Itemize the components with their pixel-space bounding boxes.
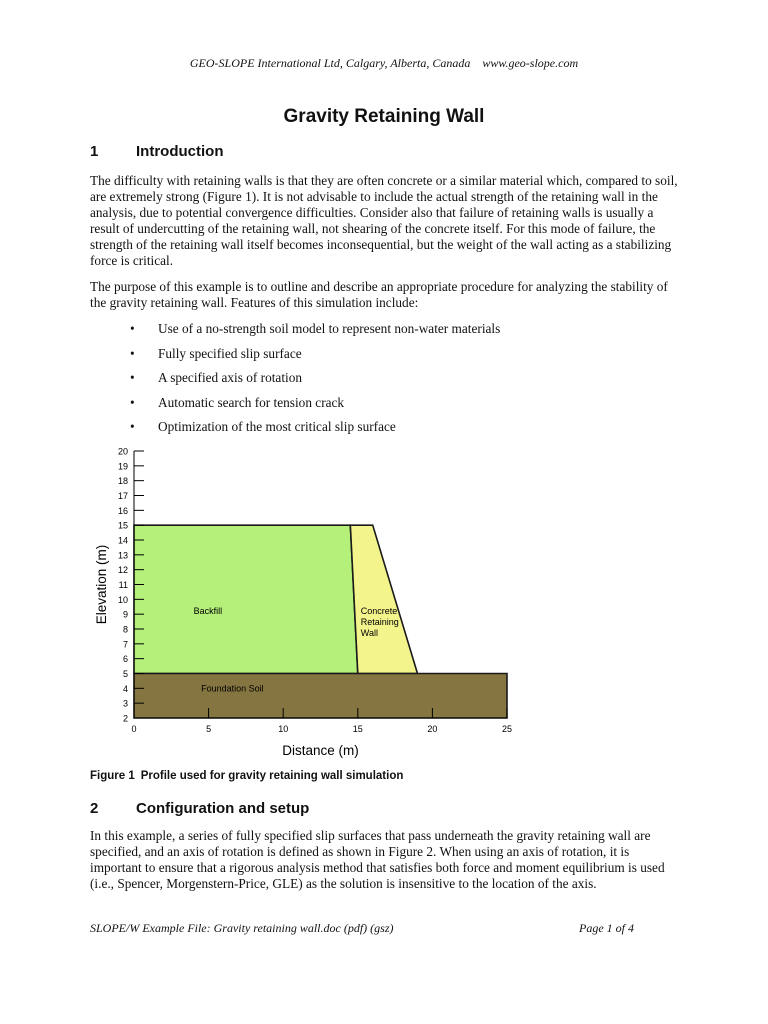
y-tick-label: 9 [122,609,128,620]
page-footer [90,921,634,936]
x-tick-label: 0 [131,724,137,734]
region-backfill [134,525,358,673]
document-title: Gravity Retaining Wall [283,106,485,127]
region-label-line: Backfill [193,606,223,617]
figure-caption-text: Profile used for gravity retaining wall simulation [140,770,404,782]
y-tick-label: 5 [122,669,128,679]
paragraph-purpose: The purpose of this example is to outline and describe an appropriate procedure for analyzing the stability of the gravity retaining wall. Features of this simulation include: [90,279,668,310]
material-regions [134,525,507,718]
y-tick-label: 19 [117,461,128,472]
x-tick-label: 15 [352,724,363,734]
list-item: • Optimization of the most critical slip surface [130,419,500,444]
x-tick-label: 5 [206,724,212,734]
section-title: Introduction [136,143,224,160]
y-axis-label: Elevation (m) [94,544,109,625]
y-tick-label: 12 [117,565,128,576]
region-label [201,683,264,693]
y-tick-label: 13 [117,550,128,561]
list-item: • A specified axis of rotation [130,370,500,395]
page-header [0,56,768,71]
list-item: • Automatic search for tension crack [130,395,500,420]
y-tick-label: 6 [122,654,128,665]
x-tick-label: 20 [427,724,438,734]
region-label-line: Retaining [360,617,399,628]
section-number: 2 [90,800,99,817]
y-tick-label: 11 [118,580,128,590]
x-axis-label: Distance (m) [282,743,359,758]
figure-number: Figure 1 [90,770,135,782]
y-tick-label: 3 [122,698,128,709]
paragraph-configuration: In this example, a series of fully specified slip surfaces that pass underneath the gravity retaining wall are specified, and an axis of rotation is defined as shown in Figure 2. When using an axis of rotation, it is important to ensure that a rigorous analysis method that satisfies both force and moment equilibrium is used (i.e., Spencer, Morgenstern-Price, GLE) as the solution is insensitive to the location of the axis. [90,828,665,891]
y-tick-label: 7 [122,639,128,650]
region-concrete-retaining-wall [350,525,417,673]
y-tick-label: 4 [122,683,128,694]
profile-figure [0,440,768,765]
section-2-heading [90,800,309,817]
feature-list [130,321,500,444]
figure-caption [90,770,403,782]
region-label [194,606,223,616]
y-tick-label: 2 [122,713,128,724]
paragraph-intro: The difficulty with retaining walls is that they are often concrete or a similar material which, compared to soil, are extremely strong (Figure 1). It is not advisable to include the actual strength of the retaining wall in the analysis, due to potential convergence difficulties. Consider also that failure of retaining walls is usually a result of undercutting of the retaining wall, not shearing of the concrete itself. For this mode of failure, the strength of the retaining wall itself becomes inconsequential, but the weight of the wall acting as a stabilizing force is critical. [90,173,678,268]
section-1-heading [90,143,223,160]
x-tick-label: 10 [278,724,289,734]
header-url: www.geo-slope.com [482,56,579,70]
y-tick-label: 10 [117,594,128,605]
list-item: • Fully specified slip surface [130,346,500,371]
y-tick-label: 14 [117,535,128,546]
y-tick-label: 18 [117,476,128,487]
y-tick-label: 15 [117,520,128,531]
y-tick-label: 8 [122,624,128,635]
region-label-line: Concrete [360,606,398,617]
region-label-line: Wall [360,628,378,639]
footer-file: SLOPE/W Example File: Gravity retaining wall.doc (pdf) (gsz) [90,921,394,935]
y-tick-label: 16 [117,505,128,516]
x-tick-label: 25 [501,724,513,734]
section-title: Configuration and setup [136,800,310,817]
section-number: 1 [90,143,99,160]
region-label-line: Foundation Soil [201,683,264,694]
footer-page-number: Page 1 of 4 [579,921,634,935]
y-tick-label: 17 [117,491,128,501]
header-org: GEO-SLOPE International Ltd, Calgary, Alberta, Canada [189,56,471,70]
region-foundation-soil [134,674,507,719]
y-tick-label: 20 [117,446,128,457]
list-item: • Use of a no-strength soil model to represent non-water materials [130,321,500,346]
